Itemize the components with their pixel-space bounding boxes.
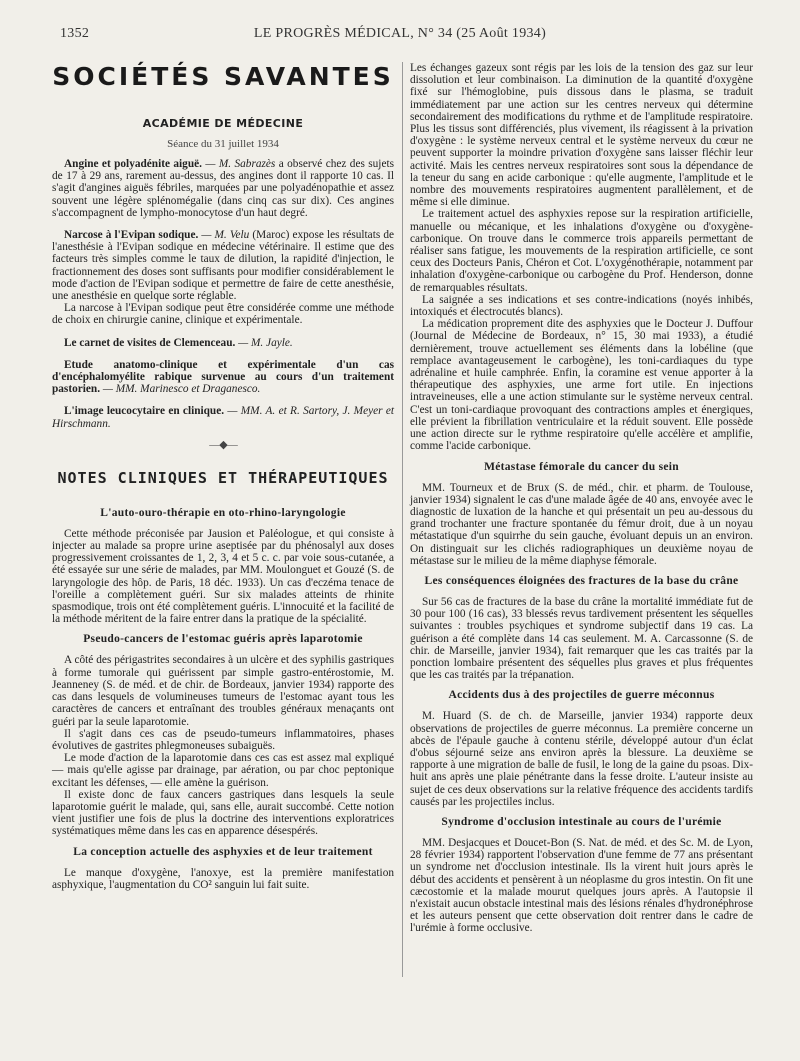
article-title-2: Pseudo-cancers de l'estomac guéris après laparotomie	[83, 633, 363, 646]
article-2-p4: Il existe donc de faux cancers gastriques dans lesquels la seule laparotomie guérit le malade, qui, sans elle, aurait succombé. Cette notion vient justifier une fois de plus la doctrine des interventions exploratrices systématiques même dans les cas en apparence désespérés.	[52, 788, 394, 838]
asphyxie-p3: La saignée a ses indications et ses contre-indications (noyés inhibés, intoxiqués et électrocutés blancs).	[410, 293, 753, 319]
communication-2: Narcose à l'Evipan sodique. — M. Velu (Maroc) expose les résultats de l'anesthésie à l'Evipan sodique en médecine vétérinaire. Il estime que des facteurs très simples comme le taux de dilution, la rapidité d'injection, le fractionnement des doses sont suffisants pour modifier considérablement le mode d'action de l'Evipan sodique et permettre de faire de cette anesthésie, une anesthésie en quelque sorte réglable.	[52, 229, 394, 303]
section-title: SOCIÉTÉS SAVANTES	[52, 62, 394, 91]
communication-3: Le carnet de visites de Clemenceau. — M. Jayle.	[64, 336, 293, 349]
article-title-4: Métastase fémorale du cancer du sein	[484, 460, 679, 473]
article-2-p3: Le mode d'action de la laparotomie dans ces cas est assez mal expliqué — mais qu'elle agisse par drainage, par aération, ou par choc peptonique excitant les défenses, — elle amène la guérison.	[52, 752, 394, 789]
communication-4: Etude anatomo-clinique et expérimentale d'un cas d'encéphalomyélite rabique survenue au cours d'un traitement pastorien. — MM. Marinesco et Draganesco.	[52, 358, 394, 396]
academie-heading: ACADÉMIE DE MÉDECINE	[142, 117, 304, 130]
article-4-text: MM. Tourneux et de Brux (S. de méd., chir. et pharm. de Toulouse, janvier 1934) signalent le cas d'une malade âgée de 40 ans, envoyée avec le diagnostic de luxation de la hanche et qui présentait un peu au-dessous du grand trochanter une fracture spontanée du fémur droit, due à un noyau métastatique d'un squirrhe du sein gauche, évoluant depuis un an environ. On distinguait sur les clichés radiographiques un deuxième noyau de métastase sur le milieu de la même diaphyse fémorale.	[410, 481, 753, 567]
page-number: 1352	[60, 26, 90, 41]
article-title-6: Accidents dus à des projectiles de guerre méconnus	[448, 689, 715, 702]
column-divider	[402, 62, 403, 977]
article-title-5: Les conséquences éloignées des fractures de la base du crâne	[424, 574, 739, 587]
communication-5: L'image leucocytaire en clinique. — MM. A. et R. Sartory, J. Meyer et Hirschmann.	[52, 405, 394, 430]
asphyxie-p2: Le traitement actuel des asphyxies repose sur la respiration artificielle, manuelle ou mécanique, et les inhalations d'oxygène ou d'oxygène-carbonique. On trouve dans le commerce trois appareils permettant de réaliser sans fatigue, les mouvements de la respiration artificielle, ce sont ceux des Docteurs Panis, Chéron et Cot. L'oxygénothérapie, notamment par inhalation d'oxygène-carbonique ou carbogène du Prof. Henderson, donne de remarquables résultats.	[410, 208, 753, 294]
running-header	[60, 26, 740, 46]
seance-date: Séance du 31 juillet 1934	[167, 138, 279, 150]
article-title-7: Syndrome d'occlusion intestinale au cours de l'urémie	[441, 815, 722, 828]
article-3-text: Le manque d'oxygène, l'anoxye, est la première manifestation asphyxique, l'augmentation du CO² sanguin lui fait suite.	[52, 866, 394, 891]
ornament-divider: —◆—	[209, 438, 237, 451]
article-5-text: Sur 56 cas de fractures de la base du crâne la mortalité immédiate fut de 30 pour 100 (16 cas), 33 blessés revus tardivement présentent les séquelles suivantes : troubles psychiques et syndrome subjectif dans 19 cas. La guérison a été complète dans 14 cas seulement. M. A. Carcassonne (S. de chir. de Marseille, janvier 1934), fait remarquer que les cas traités par la ponction lombaire présentent des séquelles plus graves et plus fréquentes que les cas traités par la trépanation.	[410, 595, 753, 682]
article-title-1: L'auto-ouro-thérapie en oto-rhino-laryngologie	[100, 506, 346, 519]
article-7-text: MM. Desjacques et Doucet-Bon (S. Nat. de méd. et des Sc. M. de Lyon, 28 février 1934) rapportent l'observation d'une femme de 77 ans présentant un syndrome net d'occlusion intestinale. Ils la virent huit jours après le début des accidents et pensèrent à un néoplasme du gros intestin. On fit une cæcostomie et la malade mourut quelques jours après. A l'autopsie il n'existait aucun obstacle intestinal mais des lésions rénales d'hydronéphrose et les auteurs pensent que cette observation doit rentrer dans le cadre de l'urémie à forme occlusive.	[410, 836, 753, 935]
asphyxie-p1: Les échanges gazeux sont régis par les lois de la tension des gaz sur leur dissolution et leur combinaison. La diminution de la quantité d'oxygène fixé sur l'hémoglobine, puis dissous dans le plasma, se traduit immédiatement par une action sur les centres nerveux qui détermine secondairement des modifications du rythme et de l'amplitude respiratoire. Plus les tissus sont différenciés, plus vivement, ils réagissent à la privation d'oxygène : le système nerveux central et le système nerveux du cœur ne peuvent supporter la moindre privation d'oxygène sans laisser fléchir leur activité. Mais les centres nerveux respiratoires sont sous la dépendance de la teneur du sang en acide carbonique : qu'elle augmente, l'amplitude et le nombre des mouvements respiratoires augmentent parallèlement, et de même si elle diminue.	[410, 62, 753, 209]
article-2-p1: A côté des périgastrites secondaires à un ulcère et des syphilis gastriques à forme tumorale qui guérissent par simple gastro-entérostomie, M. Jeanneney (S. de méd. et de chir. de Bordeaux, janvier 1934) rapporte des cas dans lesquels de volumineuses tumeurs de l'estomac ayant tous les caractères de cancers et entraînant des troubles généraux menaçants ont guéri par la seule laparotomie.	[52, 654, 394, 728]
left-column	[52, 62, 394, 891]
communication-1: Angine et polyadénite aiguë. — M. Sabrazès a observé chez des sujets de 17 à 29 ans, rarement au-dessus, des angines dont il rapporte 10 cas. Il s'agit d'angines aiguës fébriles, marquées par une polyadénopathie et assez souvent une légère splénomégalie (dans cinq cas sur dix). Ces angines s'accompagnent de lympho-monocytose d'un haut degré.	[52, 158, 394, 219]
article-1-text: Cette méthode préconisée par Jausion et Paléologue, et qui consiste à injecter au malade sa propre urine aseptisée par du phénosalyl aux doses progressivement croissantes de 1, 2, 3, 4 et 5 c. c. par voie sous-cutanée, a été essayée sur une série de malades, par MM. Moulonguet et Gouzé (S. de laryngologie des hôp. de Paris, 18 déc. 1933). Un cas d'eczéma tenace de l'oreille a complètement guéri. Sur six malades atteints de rhinite spasmodique, trois ont été complètement guéris. L'innocuité et la facilité de la méthode méritent de la faire entrer dans la pratique de la spécialité.	[52, 527, 394, 626]
right-column	[410, 62, 753, 935]
journal-title: LE PROGRÈS MÉDICAL, N° 34 (25 Août 1934)	[253, 26, 547, 41]
article-title-3: La conception actuelle des asphyxies et de leur traitement	[73, 845, 373, 858]
article-6-text: M. Huard (S. de ch. de Marseille, janvier 1934) rapporte deux observations de projectiles de guerre méconnus. La première concerne un abcès de l'épaule gauche à contenu stérile, développé autour d'un éclat d'obus séjourné seize ans environ après la blessure. La deuxième se rapporte à une migration de balle de fusil, le long de la gaine du psoas. Dix-huit ans après une plaie pénétrante dans la fesse droite. L'auteur insiste au sujet de ces deux observations sur la relative fréquence des accidents tardifs causés par les projectiles inclus.	[410, 710, 753, 808]
communication-2b: La narcose à l'Evipan sodique peut être considérée comme une méthode de choix en chirurgie canine, clinique et expérimentale.	[52, 302, 394, 327]
notes-heading: NOTES CLINIQUES ET THÉRAPEUTIQUES	[57, 468, 389, 487]
asphyxie-p4: La médication proprement dite des asphyxies que le Docteur J. Duffour (Journal de Médecine de Bordeaux, n° 15, 30 mai 1933), a étudié dernièrement, trouve actuellement ses éléments dans la lobéline (que remplace avantageusement le carbogène), les toni-cardiaques du type adrénaline et huile camphrée. Enfin, la coramine est venue apporter à la thérapeutique des asphyxies, une arme fort utile. En injections intraveineuses, elle a une action stimulante sur le système nerveux central. C'est un toni-cardiaque provoquant des contractions amples et énergiques, elle prévient la fibrillation ventriculaire et la réduit souvent. Elle possède une action directe sur le rythme respiratoire qu'elle accélère et amplifie, comme l'acide carbonique.	[410, 318, 753, 453]
article-2-p2: Il s'agit dans ces cas de pseudo-tumeurs inflammatoires, phases évolutives de gastrites phlegmoneuses subaiguës.	[52, 727, 394, 752]
